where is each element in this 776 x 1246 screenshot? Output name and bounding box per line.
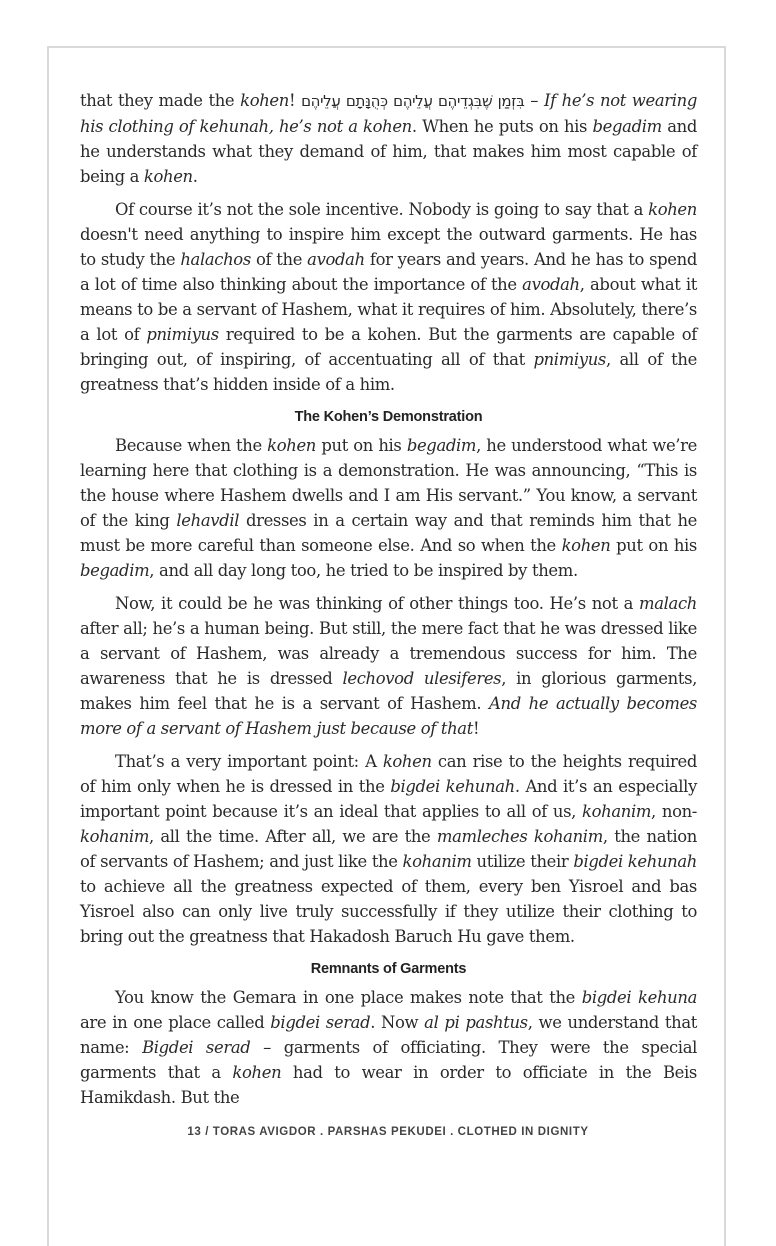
italic-term: kohanim	[582, 802, 652, 821]
text-run: , we understand that name:	[80, 1013, 697, 1057]
italic-term: avodah	[307, 250, 365, 269]
italic-term: kohen	[232, 1063, 282, 1082]
text-run: required to be a kohen. But the garments are capable of bringing out, of inspiring, of accentuating all of that	[80, 325, 697, 369]
section-heading: Remnants of Garments	[310, 961, 467, 977]
italic-term: kohanim	[402, 852, 472, 871]
body-paragraph	[80, 749, 697, 949]
text-run: , and all day long too, he tried to be inspired by them.	[149, 561, 578, 580]
text-run: , he understood what we’re learning here that clothing is a demonstration. He was announcing, “This is the house where Hashem dwells and I am His servant.” You know, a servant of the king	[80, 436, 697, 530]
text-run: put on his	[316, 436, 407, 455]
italic-term: lechovod ulesiferes	[342, 669, 502, 688]
italic-term: kohen	[267, 436, 317, 455]
italic-term: halachos	[180, 250, 251, 269]
text-run: are in one place called	[80, 1013, 271, 1032]
text-run: , about what it means to be a servant of Hashem, what it requires of him. Absolutely, there’s a lot of	[80, 275, 697, 344]
text-run: to achieve all the greatness expected of them, every ben Yisroel and bas Yisroel also can only live truly successfully if they utilize their clothing to bring out the greatness that Hakadosh Baruch Hu gave them.	[80, 877, 697, 946]
text-run: utilize their	[471, 852, 574, 871]
italic-term: Bigdei serad	[142, 1038, 251, 1057]
text-run: Now, it could be he was thinking of other things too. He’s not a	[115, 594, 640, 613]
italic-term: bigdei serad	[270, 1013, 371, 1032]
italic-term: bigdei kehunah	[390, 777, 515, 796]
text-run: that they made the	[80, 91, 241, 110]
text-run: Because when the	[115, 436, 268, 455]
italic-term: malach	[639, 594, 697, 613]
text-run: , all the time. After all, we are the	[149, 827, 437, 846]
text-run: –	[524, 91, 544, 110]
section-heading: The Kohen’s Demonstration	[294, 409, 483, 425]
text-run: That’s a very important point: A	[115, 752, 383, 771]
body-paragraph	[80, 197, 697, 397]
italic-term: kohen	[143, 167, 193, 186]
italic-term: begadim	[406, 436, 477, 455]
italic-term: avodah	[522, 275, 580, 294]
text-run: . Now	[370, 1013, 425, 1032]
italic-term: begadim	[80, 561, 150, 580]
text-run: , in glorious garments, makes him feel that he is a servant of Hashem.	[80, 669, 698, 713]
italic-term: al pi pashtus	[424, 1013, 528, 1032]
text-run: put on his	[610, 536, 697, 555]
text-run: , the nation of servants of Hashem; and just like the	[80, 827, 697, 871]
text-run: , non-	[651, 802, 697, 821]
hebrew-quote: בִּזְמַן שֶׁבִּגְדֵיהֶם עֲלֵיהֶם כְּהֻנָּתָם עֲלֵיהֶם	[301, 92, 525, 110]
body-paragraph	[80, 88, 697, 189]
text-run: doesn't need anything to inspire him except the outward garments. He has to study the	[80, 225, 697, 269]
italic-term: kohen	[240, 91, 289, 110]
italic-term: mamleches kohanim	[436, 827, 603, 846]
text-run: .	[192, 167, 198, 186]
text-run: Of course it’s not the sole incentive. Nobody is going to say that a	[115, 200, 649, 219]
body-paragraph	[80, 433, 697, 583]
italic-term: pnimiyus	[146, 325, 219, 344]
italic-term: kohen	[382, 752, 432, 771]
body-paragraph	[80, 985, 697, 1110]
italic-term: pnimiyus	[533, 350, 606, 369]
text-run: !	[288, 91, 302, 110]
text-run: and he understands what they demand of him, that makes him most capable of being a	[80, 117, 697, 186]
italic-term: bigdei kehuna	[581, 988, 697, 1007]
italic-term: begadim	[592, 117, 662, 136]
italic-term: kohen	[648, 200, 697, 219]
text-run: . When he puts on his	[411, 117, 593, 136]
body-paragraph	[80, 591, 697, 741]
text-run: of the	[250, 250, 308, 269]
italic-term: lehavdil	[176, 511, 240, 530]
text-run: !	[472, 719, 480, 738]
text-run: dresses in a certain way and that reminds him that he must be more careful than someone else. And so when the	[80, 511, 698, 555]
text-run: can rise to the heights required of him only when he is dressed in the	[80, 752, 698, 796]
text-run: for years and years. And he has to spend a lot of time also thinking about the importance of the	[80, 250, 697, 294]
italic-term: If he’s not wearing his clothing of kehunah, he’s not a kohen	[80, 91, 697, 136]
text-run: , all of the greatness that’s hidden inside of a him.	[80, 350, 697, 394]
page-footer: 13 / TORAS AVIGDOR . PARSHAS PEKUDEI . CLOTHED IN DIGNITY	[187, 1126, 589, 1138]
page-body	[80, 88, 697, 1118]
text-run: . And it’s an especially important point because it’s an ideal that applies to all of us,	[80, 777, 697, 821]
text-run: after all; he’s a human being. But still, the mere fact that he was dressed like a servant of Hashem, was already a tremendous success for him. The awareness that he is dressed	[80, 619, 697, 688]
italic-term: kohanim	[80, 827, 150, 846]
italic-term: kohen	[561, 536, 611, 555]
text-run: – garments of officiating. They were the special garments that a	[80, 1038, 698, 1082]
italic-term: And he actually becomes more of a servant of Hashem just because of that	[80, 694, 697, 738]
text-run: had to wear in order to officiate in the Beis Hamikdash. But the	[80, 1063, 697, 1107]
text-run: You know the Gemara in one place makes note that the	[115, 988, 582, 1007]
italic-term: bigdei kehunah	[573, 852, 697, 871]
